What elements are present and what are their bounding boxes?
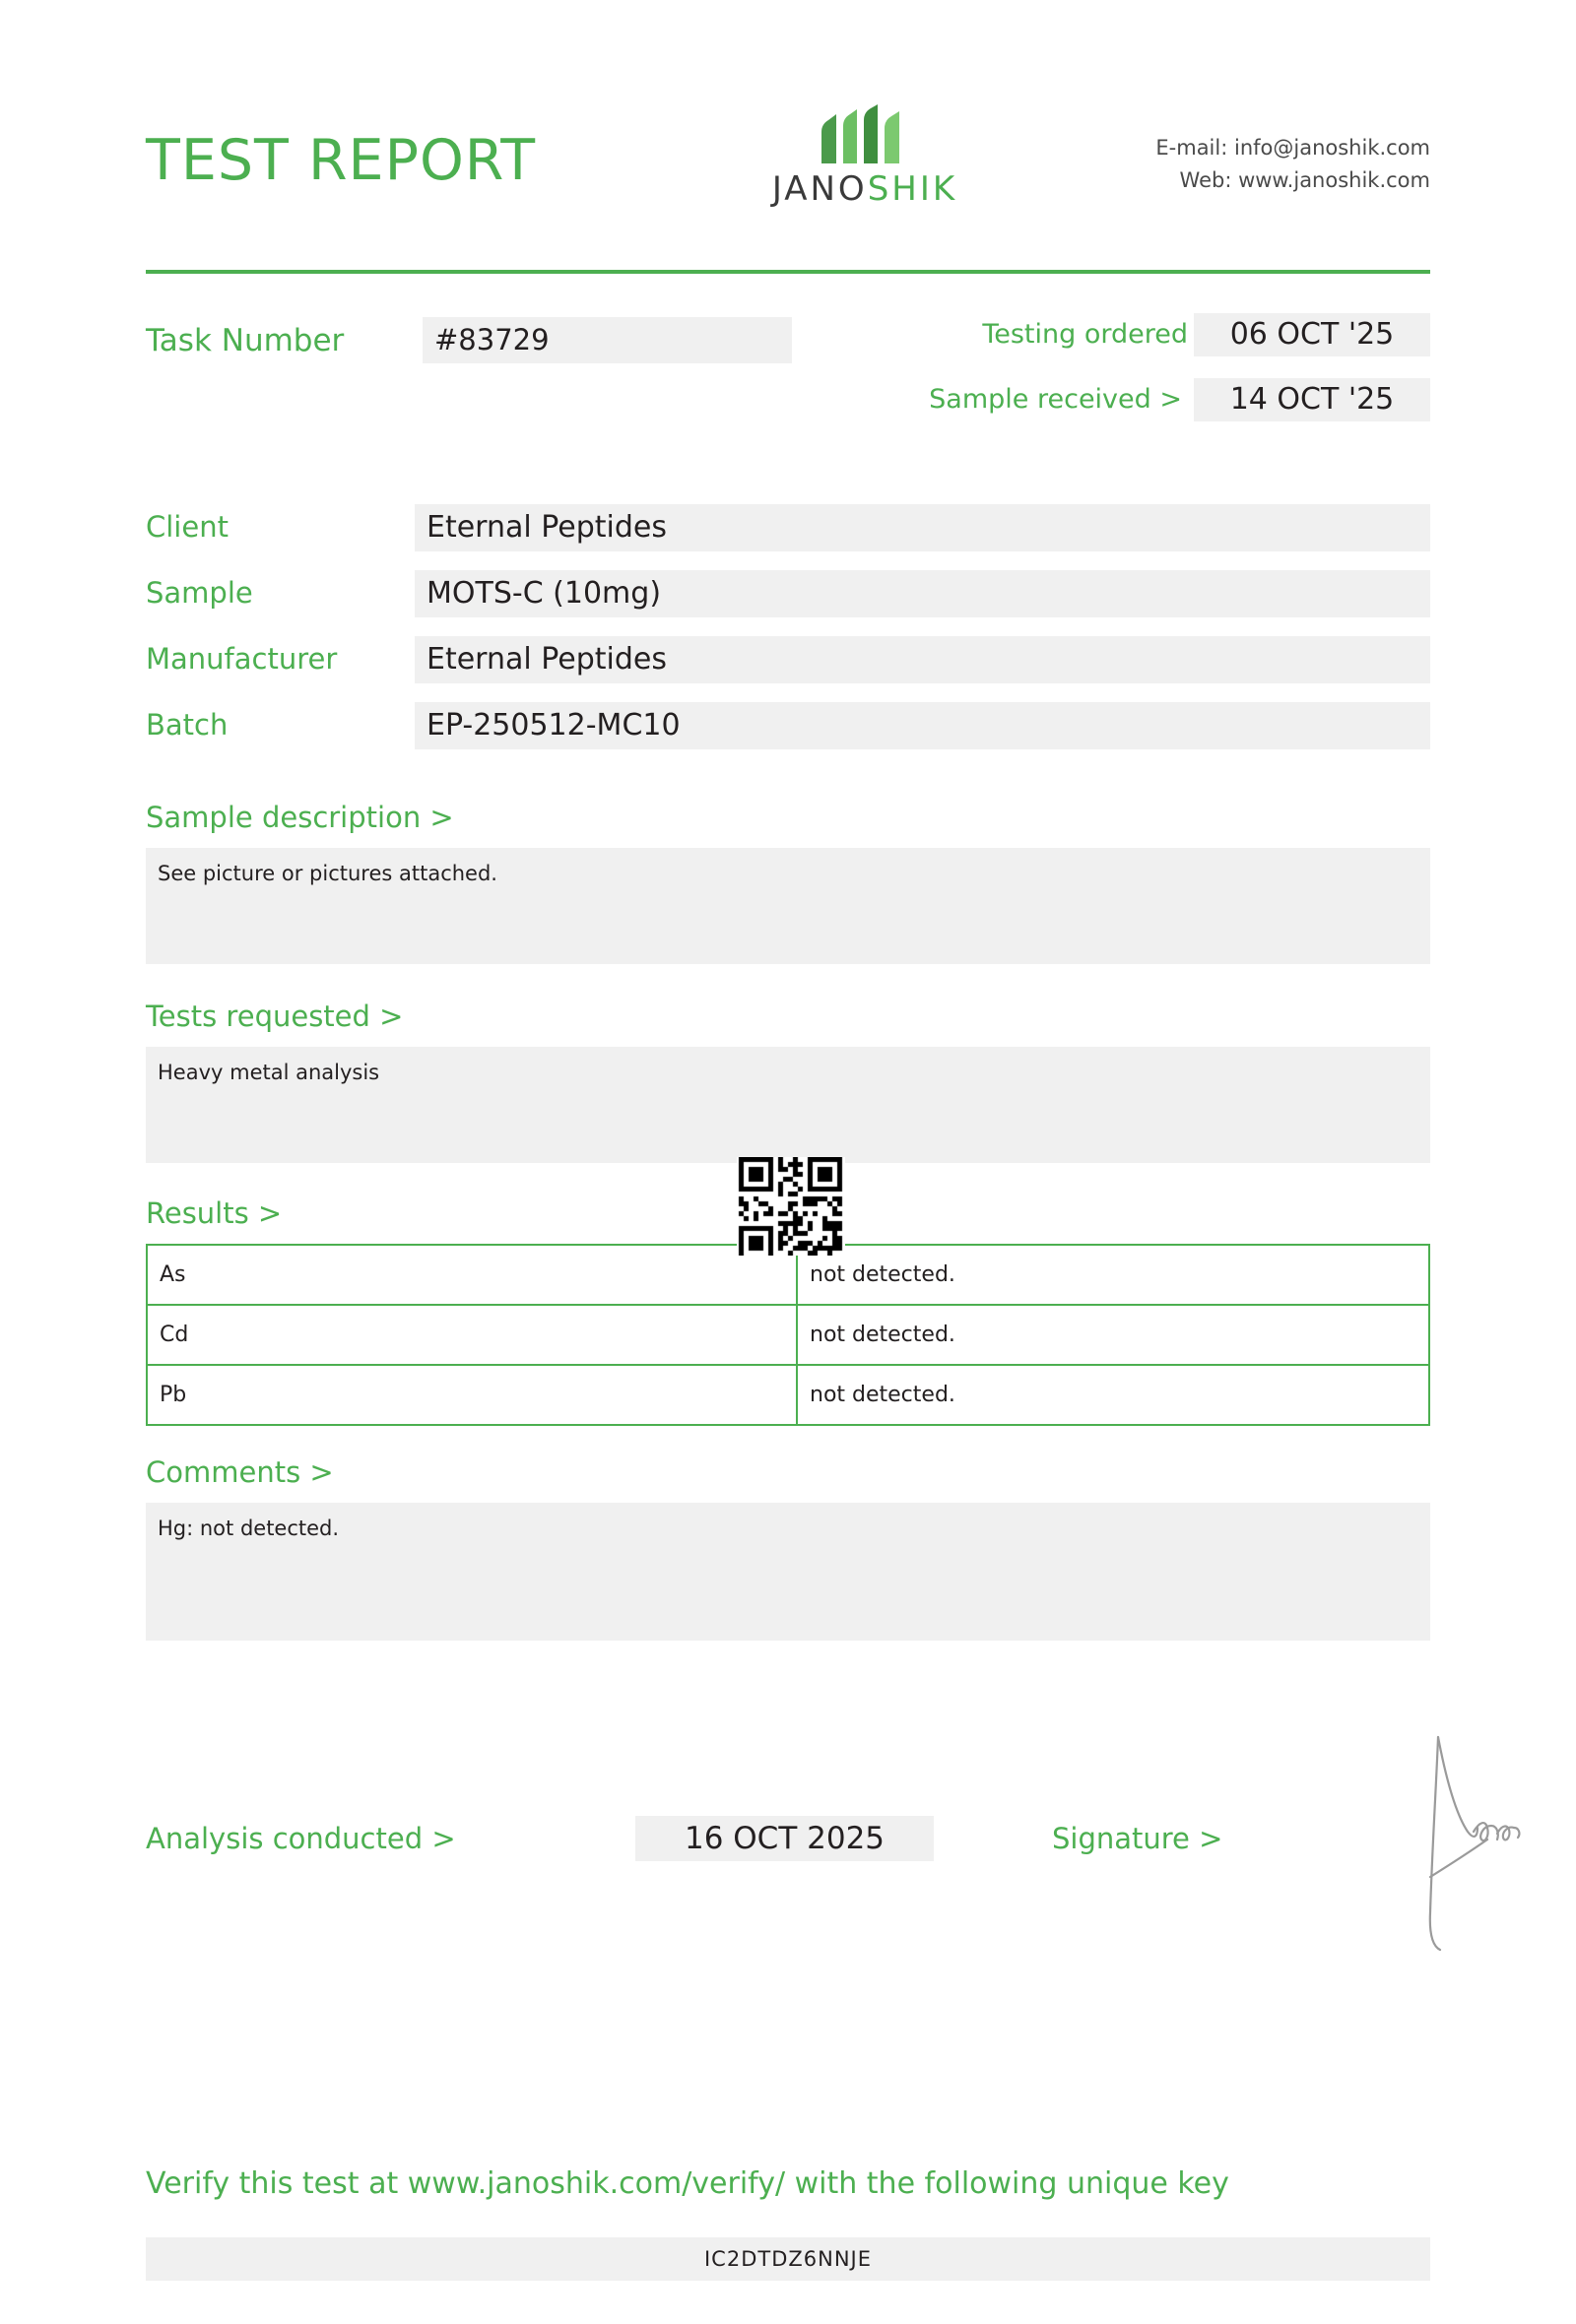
report-footer — [146, 1749, 1430, 1956]
info-row-sample — [146, 570, 1430, 617]
result-value: not detected. — [797, 1365, 1429, 1425]
result-value: not detected. — [797, 1305, 1429, 1365]
testing-ordered-value: 06 OCT '25 — [1194, 313, 1430, 356]
contact-web: Web: www.janoshik.com — [1179, 167, 1430, 192]
batch-value: EP-250512-MC10 — [415, 702, 1430, 749]
handwritten-signature-icon — [1416, 1729, 1535, 1960]
company-name-green: SHIK — [867, 169, 958, 209]
result-analyte: Pb — [147, 1365, 797, 1425]
company-name — [737, 169, 993, 209]
company-logo — [737, 104, 993, 209]
page-title: TEST REPORT — [146, 128, 537, 193]
result-value: not detected. — [797, 1245, 1429, 1305]
sample-value: MOTS-C (10mg) — [415, 570, 1430, 617]
tests-requested-text: Heavy metal analysis — [146, 1047, 1430, 1163]
sample-description-section — [146, 801, 1430, 964]
analysis-conducted-label: Analysis conducted > — [146, 1822, 456, 1855]
sample-info — [146, 504, 1430, 749]
sample-received-row — [879, 378, 1430, 427]
qr-code — [737, 1157, 845, 1256]
client-value: Eternal Peptides — [415, 504, 1430, 551]
info-row-manufacturer — [146, 636, 1430, 683]
date-block — [879, 313, 1430, 443]
contact-info — [1155, 132, 1430, 196]
verify-text: Verify this test at www.janoshik.com/verify/ with the following unique key — [146, 2166, 1229, 2201]
tests-requested-section — [146, 1000, 1430, 1163]
task-number-label: Task Number — [146, 323, 345, 358]
sample-received-label: Sample received > — [929, 384, 1182, 415]
sample-description-text: See picture or pictures attached. — [146, 848, 1430, 964]
comments-text: Hg: not detected. — [146, 1503, 1430, 1641]
testing-ordered-label: Testing ordered — [982, 319, 1188, 350]
tests-requested-title: Tests requested > — [146, 1000, 404, 1033]
company-name-dark: JANO — [771, 169, 868, 209]
sample-received-value: 14 OCT '25 — [1194, 378, 1430, 421]
table-row — [147, 1305, 1429, 1365]
manufacturer-value: Eternal Peptides — [415, 636, 1430, 683]
report-header — [146, 87, 1430, 274]
verify-key: IC2DTDZ6NNJE — [146, 2237, 1430, 2281]
contact-email: E-mail: info@janoshik.com — [1155, 136, 1430, 160]
result-analyte: Cd — [147, 1305, 797, 1365]
client-label: Client — [146, 510, 229, 544]
comments-section — [146, 1455, 1430, 1641]
results-title: Results > — [146, 1196, 283, 1230]
task-number-value: #83729 — [423, 317, 792, 363]
table-row — [147, 1365, 1429, 1425]
analysis-conducted-date: 16 OCT 2025 — [635, 1816, 934, 1861]
results-table — [146, 1244, 1430, 1426]
sample-description-title: Sample description > — [146, 801, 454, 834]
header-divider — [146, 270, 1430, 274]
info-row-client — [146, 504, 1430, 551]
info-row-batch — [146, 702, 1430, 749]
manufacturer-label: Manufacturer — [146, 642, 338, 676]
result-analyte: As — [147, 1245, 797, 1305]
results-section — [146, 1196, 1430, 1426]
testing-ordered-row — [879, 313, 1430, 362]
signature-label: Signature > — [1052, 1822, 1223, 1855]
sample-label: Sample — [146, 576, 253, 610]
batch-label: Batch — [146, 708, 229, 742]
mountain-logo-icon — [806, 104, 924, 165]
task-section — [146, 317, 1430, 425]
comments-title: Comments > — [146, 1455, 334, 1489]
